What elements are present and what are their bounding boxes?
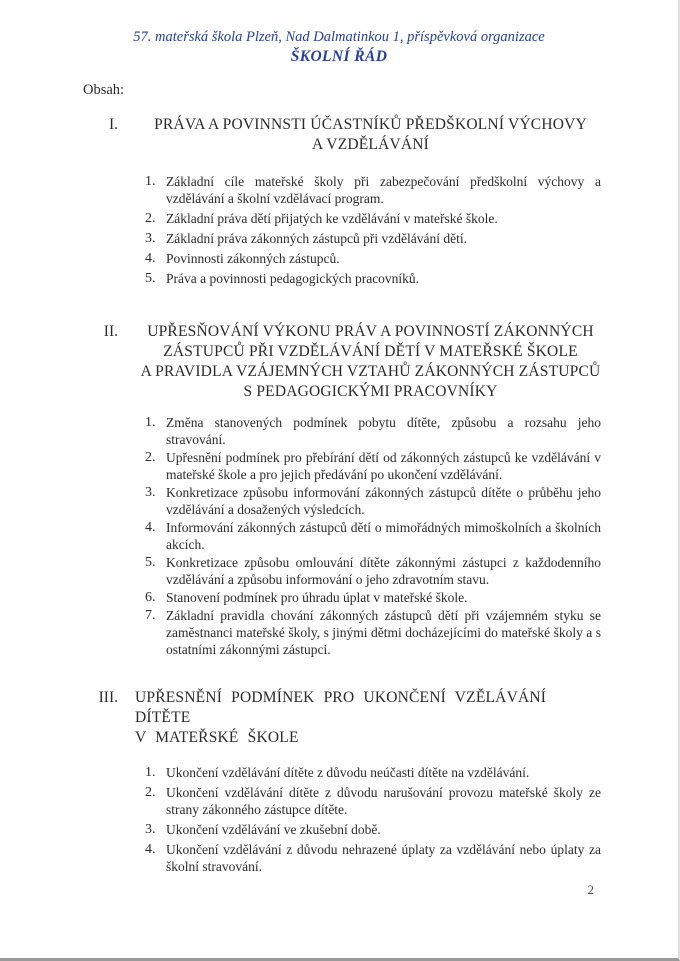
section-3-items (145, 764, 601, 875)
list-item (145, 173, 601, 207)
section-3-numeral: III. (98, 689, 118, 706)
item-number: 5. (145, 271, 156, 286)
item-number: 3. (145, 485, 156, 500)
item-number: 3. (145, 822, 156, 837)
page-number: 2 (587, 882, 594, 897)
section-1-heading (0, 115, 678, 155)
item-text: Ukončení vzdělávání dítěte z důvodu narušování provozu mateřské školy ze strany zákonného zástupce dítěte. (166, 785, 601, 817)
organization-name: 57. mateřská škola Plzeň, Nad Dalmatinkou 1, příspěvková organizace (133, 29, 545, 45)
section-2-items (145, 414, 601, 658)
item-text: Ukončení vzdělávání ve zkušební době. (166, 822, 381, 837)
list-item (145, 270, 601, 287)
document-title: ŠKOLNÍ ŘÁD (290, 48, 388, 65)
section-2-numeral: II. (103, 323, 118, 340)
item-number: 2. (145, 785, 156, 800)
item-number: 4. (145, 251, 156, 266)
item-text: Základní cíle mateřské školy při zabezpečování předškolní výchovy a vzdělávání a školní vzdělávací program. (166, 174, 601, 206)
list-item (145, 589, 601, 606)
item-number: 4. (145, 842, 156, 857)
section-1-numeral: I. (108, 116, 118, 133)
contents-label: Obsah: (83, 82, 125, 98)
list-item (145, 554, 601, 588)
list-item (145, 449, 601, 483)
list-item (145, 821, 601, 838)
section-1-title: PRÁVA A POVINNSTI ÚČASTNÍKŮ PŘEDŠKOLNÍ VÝCHOVY A VZDĚLÁVÁNÍ (154, 116, 587, 153)
item-number: 2. (145, 211, 156, 226)
list-item (145, 519, 601, 553)
item-text: Ukončení vzdělávání dítěte z důvodu neúčasti dítěte na vzdělávání. (166, 765, 530, 780)
item-text: Konkretizace způsobu informování zákonných zástupců dítěte o průběhu jeho vzdělávání a dosažených výsledcích. (166, 485, 601, 517)
item-text: Stanovení podmínek pro úhradu úplat v mateřské škole. (166, 590, 468, 605)
list-item (145, 210, 601, 227)
list-item (145, 784, 601, 818)
document-header (0, 0, 678, 67)
item-text: Práva a povinnosti pedagogických pracovníků. (166, 271, 420, 286)
list-item (145, 484, 601, 518)
list-item (145, 841, 601, 875)
item-number: 1. (145, 174, 156, 189)
item-number: 5. (145, 555, 156, 570)
list-item (145, 414, 601, 448)
section-1-items (145, 173, 601, 287)
item-number: 6. (145, 590, 156, 605)
list-item (145, 764, 601, 781)
item-number: 4. (145, 520, 156, 535)
section-3-heading (0, 688, 678, 748)
item-text: Základní pravidla chování zákonných zástupců dětí při vzájemném styku se zaměstnanci mateřské školy, s jinými dětmi docházejícími do mateřské školy a s ostatními zákonnými zástupci. (166, 608, 601, 657)
item-text: Informování zákonných zástupců dětí o mimořádných mimoškolních a školních akcích. (166, 520, 601, 552)
item-number: 1. (145, 765, 156, 780)
list-item (145, 230, 601, 247)
item-number: 7. (145, 608, 156, 623)
item-number: 1. (145, 415, 156, 430)
list-item (145, 607, 601, 658)
item-text: Povinnosti zákonných zástupců. (166, 251, 340, 266)
section-3-title: UPŘESNĚNÍ PODMÍNEK PRO UKONČENÍ VZĚLÁVÁNÍ DÍTĚTE V MATEŘSKÉ ŠKOLE (135, 689, 547, 746)
list-item (145, 250, 601, 267)
section-2-heading (0, 322, 678, 402)
item-text: Konkretizace způsobu omlouvání dítěte zákonnými zástupci z každodenního vzdělávání a způsobu informování o jeho zdravotním stavu. (166, 555, 601, 587)
item-number: 3. (145, 231, 156, 246)
section-2-title: UPŘESŇOVÁNÍ VÝKONU PRÁV A POVINNOSTÍ ZÁKONNÝCH ZÁSTUPCŮ PŘI VZDĚLÁVÁNÍ DĚTÍ V MATEŘSKÉ ŠKOLE A PRAVIDLA VZÁJEMNÝCH VZTAHŮ ZÁKONNÝCH ZÁSTUPCŮ S PEDAGOGICKÝMI PRACOVNÍKY (140, 323, 601, 400)
item-text: Změna stanovených podmínek pobytu dítěte, způsobu a rozsahu jeho stravování. (166, 415, 601, 447)
item-text: Upřesnění podmínek pro přebírání dětí od zákonných zástupců ke vzdělávání v mateřské škole a pro jejich předávání po ukončení vzdělávání. (166, 450, 601, 482)
item-text: Základní práva zákonných zástupců při vzdělávání dětí. (166, 231, 468, 246)
item-text: Ukončení vzdělávání z důvodu nehrazené úplaty za vzdělávání nebo úplaty za školní stravování. (166, 842, 601, 874)
item-text: Základní práva dětí přijatých ke vzdělávání v mateřské škole. (166, 211, 498, 226)
item-number: 2. (145, 450, 156, 465)
